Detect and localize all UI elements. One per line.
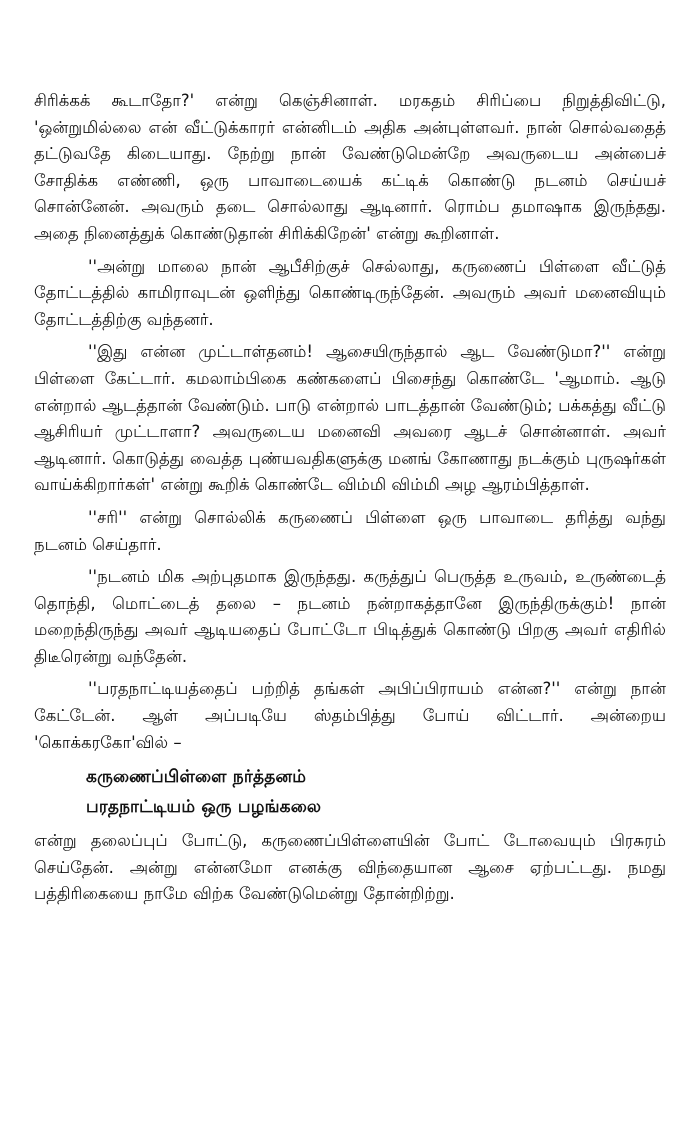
paragraph: ''அன்று மாலை நான் ஆபீசிற்குச் செல்லாது, கருணைப் பிள்ளை வீட்டுத் தோட்டத்தில் காமிராவுடன் ஒளிந்து கொண்டிருந்தேன். அவரும் அவர் மனைவியும் தோட்டத்திற்கு வந்தனர். <box>34 256 666 329</box>
newspaper-headline <box>86 762 666 822</box>
paragraph: ''நடனம் மிக அற்புதமாக இருந்தது. கருத்துப் பெருத்த உருவம், உருண்டைத் தொந்தி, மொட்டைத் தலை – நடனம் நன்றாகத்தானே இருந்திருக்கும்! நான் மறைந்திருந்து அவர் ஆடியதைப் போட்டோ பிடித்துக் கொண்டு பிறகு அவர் எதிரில் திடீரென்று வந்தேன். <box>34 567 666 666</box>
paragraph: ''சரி'' என்று சொல்லிக் கருணைப் பிள்ளை ஒரு பாவாடை தரித்து வந்து நடனம் செய்தார். <box>34 507 666 554</box>
closing-paragraph: என்று தலைப்புப் போட்டு, கருணைப்பிள்ளையின் போட் டோவையும் பிரசுரம் செய்தேன். அன்று என்னமோ எனக்கு விந்தையான ஆசை ஏற்பட்டது. நமது பத்திரிகையை நாமே விற்க வேண்டுமென்று தோன்றிற்று. <box>34 831 666 904</box>
headline-line: கருணைப்பிள்ளை நர்த்தனம் <box>86 767 307 788</box>
paragraph: ''பரதநாட்டியத்தைப் பற்றித் தங்கள் அபிப்பிராயம் என்ன?'' என்று நான் கேட்டேன். ஆள் அப்படியே ஸ்தம்பித்து போய் விட்டார். அன்றைய 'கொக்கரகோ'வில் – <box>34 679 666 752</box>
paragraph: ''இது என்ன முட்டாள்தனம்! ஆசையிருந்தால் ஆட வேண்டுமா?'' என்று பிள்ளை கேட்டார். கமலாம்பிகை கண்களைப் பிசைந்து கொண்டே 'ஆமாம். ஆடு என்றால் ஆடத்தான் வேண்டும். பாடு என்றால் பாடத்தான் வேண்டும்; பக்கத்து வீட்டு ஆசிரியர் முட்டாளா? அவருடைய மனைவி அவரை ஆடச் சொன்னாள். அவர் ஆடினார். கொடுத்து வைத்த புண்யவதிகளுக்கு மனங் கோணாது நடக்கும் புருஷர்கள் வாய்க்கிறார்கள்' என்று கூறிக் கொண்டே விம்மி விம்மி அழ ஆரம்பித்தாள். <box>34 342 666 495</box>
headline-line: பரதநாட்டியம் ஒரு பழங்கலை <box>86 797 322 818</box>
book-page <box>34 88 666 908</box>
paragraph: சிரிக்கக் கூடாதோ?' என்று கெஞ்சினாள். மரகதம் சிரிப்பை நிறுத்திவிட்டு, 'ஒன்றுமில்லை என் வீட்டுக்காரர் என்னிடம் அதிக அன்புள்ளவர். நான் சொல்வதைத் தட்டுவதே கிடையாது. நேற்று நான் வேண்டுமென்றே அவருடைய அன்பைச் சோதிக்க எண்ணி, ஒரு பாவாடையைக் கட்டிக் கொண்டு நடனம் செய்யச் சொன்னேன். அவரும் தடை சொல்லாது ஆடினார். ரொம்ப தமாஷாக இருந்தது. அதை நினைத்துக் கொண்டுதான் சிரிக்கிறேன்' என்று கூறினாள். <box>34 91 666 243</box>
